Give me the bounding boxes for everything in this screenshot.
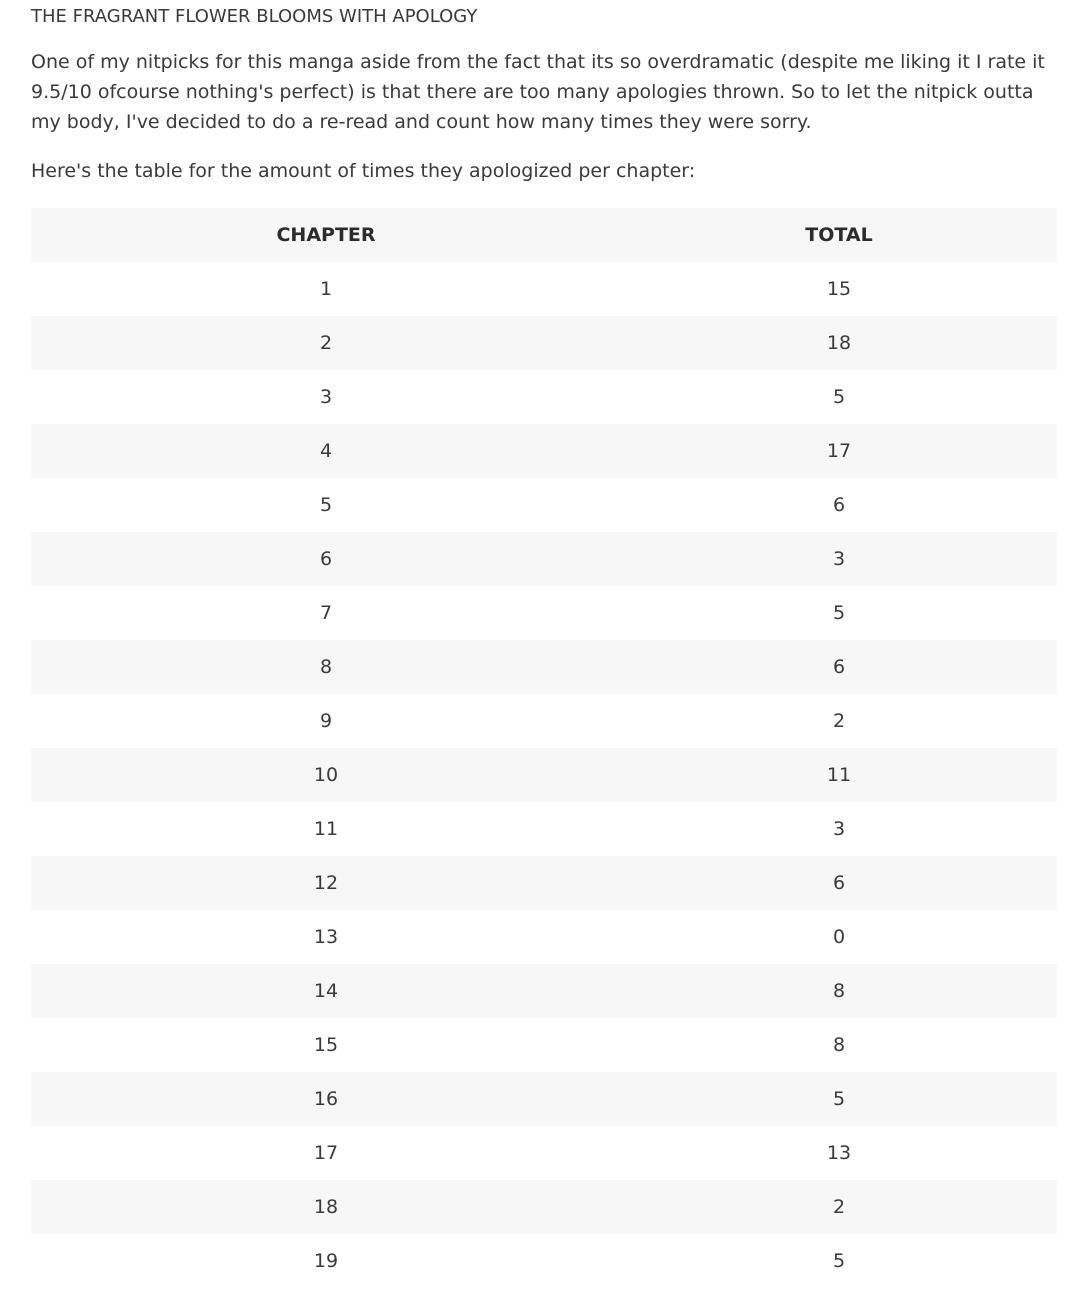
chapter-cell: 19 bbox=[31, 1234, 621, 1288]
total-cell: 3 bbox=[621, 802, 1057, 856]
chapter-cell: 16 bbox=[31, 1072, 621, 1126]
chapter-cell: 10 bbox=[31, 748, 621, 802]
table-row bbox=[31, 910, 1057, 964]
table-lead-paragraph: Here's the table for the amount of times they apologized per chapter: bbox=[31, 160, 696, 182]
chapter-cell: 5 bbox=[31, 478, 621, 532]
total-cell: 6 bbox=[621, 856, 1057, 910]
column-header-chapter: CHAPTER bbox=[31, 208, 621, 262]
chapter-cell: 2 bbox=[31, 316, 621, 370]
total-cell: 15 bbox=[621, 262, 1057, 316]
table-row bbox=[31, 964, 1057, 1018]
total-cell: 8 bbox=[621, 964, 1057, 1018]
table-row bbox=[31, 694, 1057, 748]
table-row bbox=[31, 748, 1057, 802]
chapter-cell: 6 bbox=[31, 532, 621, 586]
chapter-cell: 7 bbox=[31, 586, 621, 640]
total-cell: 5 bbox=[621, 1072, 1057, 1126]
table-row bbox=[31, 532, 1057, 586]
table-row bbox=[31, 802, 1057, 856]
table-row bbox=[31, 370, 1057, 424]
chapter-cell: 12 bbox=[31, 856, 621, 910]
total-cell: 2 bbox=[621, 1180, 1057, 1234]
table-body bbox=[31, 262, 1057, 1288]
table-row bbox=[31, 1072, 1057, 1126]
total-cell: 5 bbox=[621, 1234, 1057, 1288]
chapter-cell: 3 bbox=[31, 370, 621, 424]
total-cell: 13 bbox=[621, 1126, 1057, 1180]
table-row bbox=[31, 1180, 1057, 1234]
total-cell: 2 bbox=[621, 694, 1057, 748]
apology-count-table bbox=[31, 208, 1057, 1288]
table-row bbox=[31, 1126, 1057, 1180]
table-row bbox=[31, 1018, 1057, 1072]
table-row bbox=[31, 856, 1057, 910]
total-cell: 3 bbox=[621, 532, 1057, 586]
total-cell: 11 bbox=[621, 748, 1057, 802]
total-cell: 8 bbox=[621, 1018, 1057, 1072]
total-cell: 0 bbox=[621, 910, 1057, 964]
chapter-cell: 18 bbox=[31, 1180, 621, 1234]
chapter-cell: 14 bbox=[31, 964, 621, 1018]
chapter-cell: 17 bbox=[31, 1126, 621, 1180]
chapter-cell: 1 bbox=[31, 262, 621, 316]
total-cell: 6 bbox=[621, 478, 1057, 532]
chapter-cell: 4 bbox=[31, 424, 621, 478]
table-row bbox=[31, 262, 1057, 316]
table-row bbox=[31, 1234, 1057, 1288]
chapter-cell: 9 bbox=[31, 694, 621, 748]
post-title: THE FRAGRANT FLOWER BLOOMS WITH APOLOGY bbox=[31, 6, 478, 27]
total-cell: 6 bbox=[621, 640, 1057, 694]
table-row bbox=[31, 478, 1057, 532]
total-cell: 17 bbox=[621, 424, 1057, 478]
total-cell: 5 bbox=[621, 586, 1057, 640]
table-row bbox=[31, 424, 1057, 478]
table-row bbox=[31, 640, 1057, 694]
chapter-cell: 15 bbox=[31, 1018, 621, 1072]
intro-paragraph: One of my nitpicks for this manga aside from the fact that its so overdramatic (despite me liking it I rate it 9.5/10 ofcourse nothing's perfect) is that there are too many apologies thrown. So to let the nitpick outta my body, I've decided to do a re-read and count how many times they were sorry. bbox=[31, 51, 1045, 133]
table-row bbox=[31, 586, 1057, 640]
column-header-total: TOTAL bbox=[621, 208, 1057, 262]
table-row bbox=[31, 316, 1057, 370]
chapter-cell: 8 bbox=[31, 640, 621, 694]
total-cell: 18 bbox=[621, 316, 1057, 370]
chapter-cell: 13 bbox=[31, 910, 621, 964]
table-header-row bbox=[31, 208, 1057, 262]
total-cell: 5 bbox=[621, 370, 1057, 424]
chapter-cell: 11 bbox=[31, 802, 621, 856]
